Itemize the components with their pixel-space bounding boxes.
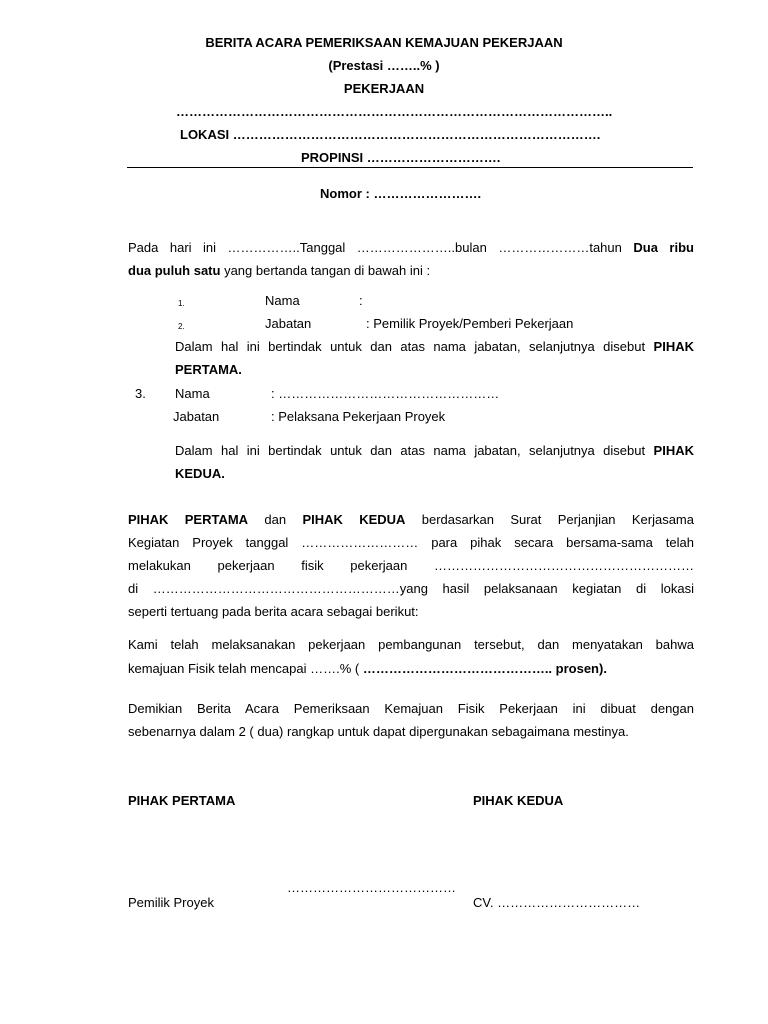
- paragraph-1-line-1: [128, 512, 694, 527]
- intro-year-bold-2: dua puluh satu: [128, 263, 221, 278]
- party2-jabatan-label: Jabatan: [173, 409, 220, 424]
- intro-line-2: [128, 263, 430, 278]
- party2-nama-label: Nama: [175, 386, 210, 401]
- party1-desc-pihak: PIHAK: [653, 339, 694, 354]
- party1-desc-text: Dalam hal ini bertindak untuk dan atas nama jabatan, selanjutnya disebut: [175, 339, 646, 354]
- party2-description: [175, 443, 694, 458]
- signature-left-name-dots: …………………………………: [287, 880, 456, 895]
- intro-text: Pada hari ini ……………..Tanggal …………………..bulan …………………tahun: [128, 240, 622, 255]
- surat-perjanjian-text: berdasarkan Surat Perjanjian Kerjasama: [421, 512, 694, 527]
- paragraph-1-line-2: Kegiatan Proyek tanggal ……………………… para pihak secara bersama-sama telah: [128, 535, 694, 550]
- kemajuan-text: kemajuan Fisik telah mencapai …….% (: [128, 661, 363, 676]
- party1-description: [175, 339, 694, 354]
- signature-left-heading: PIHAK PERTAMA: [128, 793, 236, 808]
- lokasi-line: LOKASI ………………………………………………………………………….: [180, 127, 601, 142]
- header-divider: [127, 167, 693, 168]
- party1-number-1: 1.: [178, 299, 185, 308]
- paragraph-1-line-5: seperti tertuang pada berita acara sebagai berikut:: [128, 604, 419, 619]
- intro-line-1: [128, 240, 694, 255]
- party2-desc-pihak: PIHAK: [653, 443, 694, 458]
- pihak-pertama-bold: PIHAK PERTAMA: [128, 512, 249, 527]
- party2-number-3: 3.: [135, 386, 146, 401]
- paragraph-3-line-2: sebenarnya dalam 2 ( dua) rangkap untuk dapat dipergunakan sebagaimana mestinya.: [128, 724, 629, 739]
- prosen-text: …………………………………….. prosen).: [362, 661, 607, 676]
- pekerjaan-dots: ………………………………………………………………………………………..: [176, 104, 613, 119]
- party1-nama-label: Nama: [265, 293, 300, 308]
- pihak-kedua-bold: PIHAK KEDUA: [302, 512, 406, 527]
- propinsi-line: PROPINSI ………………………….: [301, 150, 501, 165]
- connector-dan: dan: [264, 512, 287, 527]
- party1-nama-value: :: [359, 293, 363, 308]
- prestasi-line: (Prestasi ……..% ): [328, 58, 440, 73]
- nomor-line: Nomor : …………………….: [320, 186, 482, 201]
- paragraph-1-line-4: di …………………………………………………yang hasil pelaksanaan kegiatan di lokasi: [128, 581, 694, 596]
- paragraph-3-line-1: Demikian Berita Acara Pemeriksaan Kemajuan Fisik Pekerjaan ini dibuat dengan: [128, 701, 694, 716]
- party2-jabatan-value: : Pelaksana Pekerjaan Proyek: [271, 409, 446, 424]
- signature-left-role: Pemilik Proyek: [128, 895, 214, 910]
- party1-jabatan-label: Jabatan: [265, 316, 312, 331]
- paragraph-2-line-2: [128, 661, 607, 676]
- intro-year-bold: Dua ribu: [633, 240, 694, 255]
- party1-jabatan-value: : Pemilik Proyek/Pemberi Pekerjaan: [366, 316, 574, 331]
- signature-right-role: CV. ……………………………: [473, 895, 641, 910]
- intro-text-2: yang bertanda tangan di bawah ini :: [220, 263, 431, 278]
- party2-nama-value: : ……………………………………………: [271, 386, 500, 401]
- pekerjaan-label: PEKERJAAN: [343, 81, 425, 96]
- party1-number-2: 2.: [178, 322, 185, 331]
- paragraph-1-line-3: melakukan pekerjaan fisik pekerjaan ……………………………………………………: [128, 558, 694, 573]
- party1-desc-pertama: PERTAMA.: [175, 362, 242, 377]
- signature-right-heading: PIHAK KEDUA: [473, 793, 564, 808]
- paragraph-2-line-1: Kami telah melaksanakan pekerjaan pembangunan tersebut, dan menyatakan bahwa: [128, 637, 694, 652]
- party2-desc-kedua: KEDUA.: [175, 466, 225, 481]
- document-title: BERITA ACARA PEMERIKSAAN KEMAJUAN PEKERJAAN: [205, 35, 563, 50]
- party2-desc-text: Dalam hal ini bertindak untuk dan atas nama jabatan, selanjutnya disebut: [175, 443, 646, 458]
